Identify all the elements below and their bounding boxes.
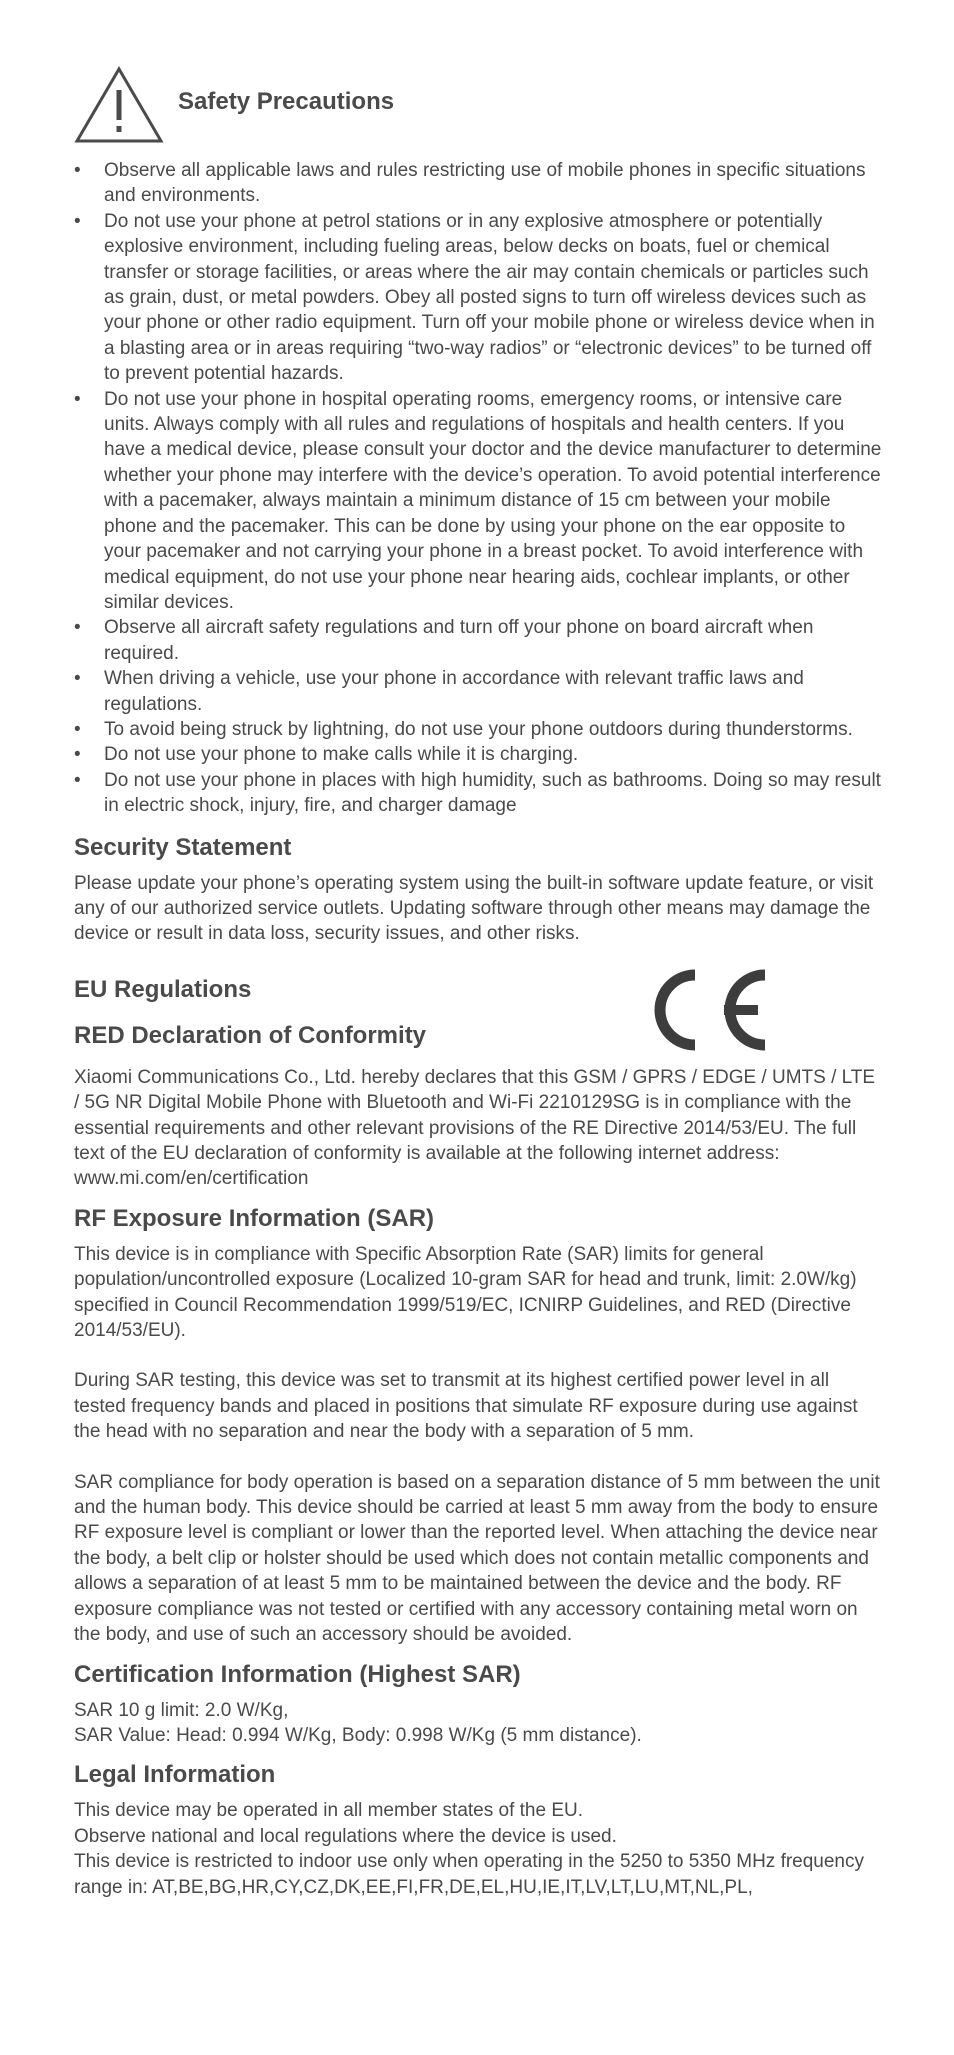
list-item: • Do not use your phone in hospital operating rooms, emergency rooms, or intensive care units. Always comply with all rules and regulations of hospitals and health centers. If you have a medical device, please consult your doctor and the device manufacturer to determine whether your phone may interfere with the device’s operation. To avoid potential interference with a pacemaker, always maintain a minimum distance of 15 cm between your mobile phone and the pacemaker. This can be done by using your phone on the ear opposite to your pacemaker and not carrying your phone in a breast pocket. To avoid interference with medical equipment, do not use your phone near hearing aids, cochlear implants, or other similar devices.: [74, 387, 882, 616]
cert-section: [74, 1660, 882, 1749]
eu-title: EU Regulations: [74, 975, 252, 1003]
list-item: • Do not use your phone in places with high humidity, such as bathrooms. Doing so may result in electric shock, injury, fire, and charger damage: [74, 768, 882, 819]
legal-section: [74, 1760, 882, 1900]
cert-line-2: SAR Value: Head: 0.994 W/Kg, Body: 0.998 W/Kg (5 mm distance).: [74, 1724, 642, 1746]
legal-line-2: Observe national and local regulations where the device is used.: [74, 1825, 617, 1847]
red-text: Xiaomi Communications Co., Ltd. hereby declares that this GSM / GPRS / EDGE / UMTS / LTE / 5G NR Digital Mobile Phone with Bluetooth and Wi-Fi 2210129SG is in compliance with the essential requirements and other relevant provisions of the RE Directive 2014/53/EU. The full text of the EU declaration of conformity is available at the following internet address:: [74, 1066, 876, 1164]
list-item: • Do not use your phone to make calls while it is charging.: [74, 742, 882, 767]
list-item: • Do not use your phone at petrol stations or in any explosive atmosphere or potentially explosive environment, including fueling areas, below decks on boats, fuel or chemical transfer or storage facilities, or areas where the air may contain chemicals or particles such as grain, dust, or metal powders. Obey all posted signs to turn off wireless devices such as your phone or other radio equipment. Turn off your mobile phone or wireless device when in a blasting area or in areas requiring “two-way radios” or “electronic devices” to be turned off to prevent potential hazards.: [74, 209, 882, 387]
legal-line-1: This device may be operated in all member states of the EU.: [74, 1800, 584, 1822]
security-text: Please update your phone’s operating system using the built-in software update feature, or visit any of our authorized service outlets. Updating software through other means may damage the device or result in data loss, security issues, and other risks.: [74, 872, 874, 945]
list-item: • To avoid being struck by lightning, do not use your phone outdoors during thunderstorms.: [74, 717, 882, 742]
security-title: Security Statement: [74, 833, 292, 861]
legal-title: Legal Information: [74, 1761, 276, 1789]
list-item: • Observe all applicable laws and rules restricting use of mobile phones in specific situations and environments.: [74, 158, 882, 209]
red-title: RED Declaration of Conformity: [74, 1021, 427, 1049]
rf-title: RF Exposure Information (SAR): [74, 1204, 435, 1232]
list-item: • Observe all aircraft safety regulations and turn off your phone on board aircraft when required.: [74, 615, 882, 666]
ce-mark-icon: [637, 965, 767, 1055]
cert-title: Certification Information (Highest SAR): [74, 1660, 521, 1688]
warning-triangle-icon: [74, 66, 164, 144]
safety-header: [74, 62, 882, 146]
list-item: • When driving a vehicle, use your phone in accordance with relevant traffic laws and regulations.: [74, 666, 882, 717]
certification-link[interactable]: www.mi.com/en/certification: [74, 1168, 309, 1190]
document-page: [74, 62, 882, 1900]
rf-paragraph-3: SAR compliance for body operation is based on a separation distance of 5 mm between the unit and the human body. This device should be carried at least 5 mm away from the body to ensure RF exposure level is compliant or lower than the reported level. When attaching the device near the body, a belt clip or holster should be used which does not contain metallic components and allows a separation of at least 5 mm to be maintained between the device and the body. RF exposure compliance was not tested or certified with any accessory containing metal worn on the body, and use of such an accessory should be avoided.: [74, 1471, 880, 1646]
safety-list: [74, 158, 882, 819]
security-section: [74, 833, 882, 947]
rf-paragraph-2: During SAR testing, this device was set to transmit at its highest certified power level in all tested frequency bands and placed in positions that simulate RF exposure during use against the head with no separation and near the body with a separation of 5 mm.: [74, 1370, 858, 1443]
eu-section: [74, 975, 882, 1192]
safety-title: Safety Precautions: [178, 88, 395, 115]
rf-section: [74, 1204, 882, 1648]
legal-line-3: This device is restricted to indoor use only when operating in the 5250 to 5350 MHz frequency range in: AT,BE,BG,HR,CY,CZ,DK,EE,FI,FR,DE,EL,HU,IE,IT,LV,LT,LU,MT,NL,PL,: [74, 1851, 865, 1898]
rf-paragraph-1: This device is in compliance with Specific Absorption Rate (SAR) limits for general population/uncontrolled exposure (Localized 10-gram SAR for head and trunk, limit: 2.0W/kg) specified in Council Recommendation 1999/519/EC, ICNIRP Guidelines, and RED (Directive 2014/53/EU).: [74, 1243, 857, 1342]
cert-line-1: SAR 10 g limit: 2.0 W/Kg,: [74, 1699, 289, 1721]
